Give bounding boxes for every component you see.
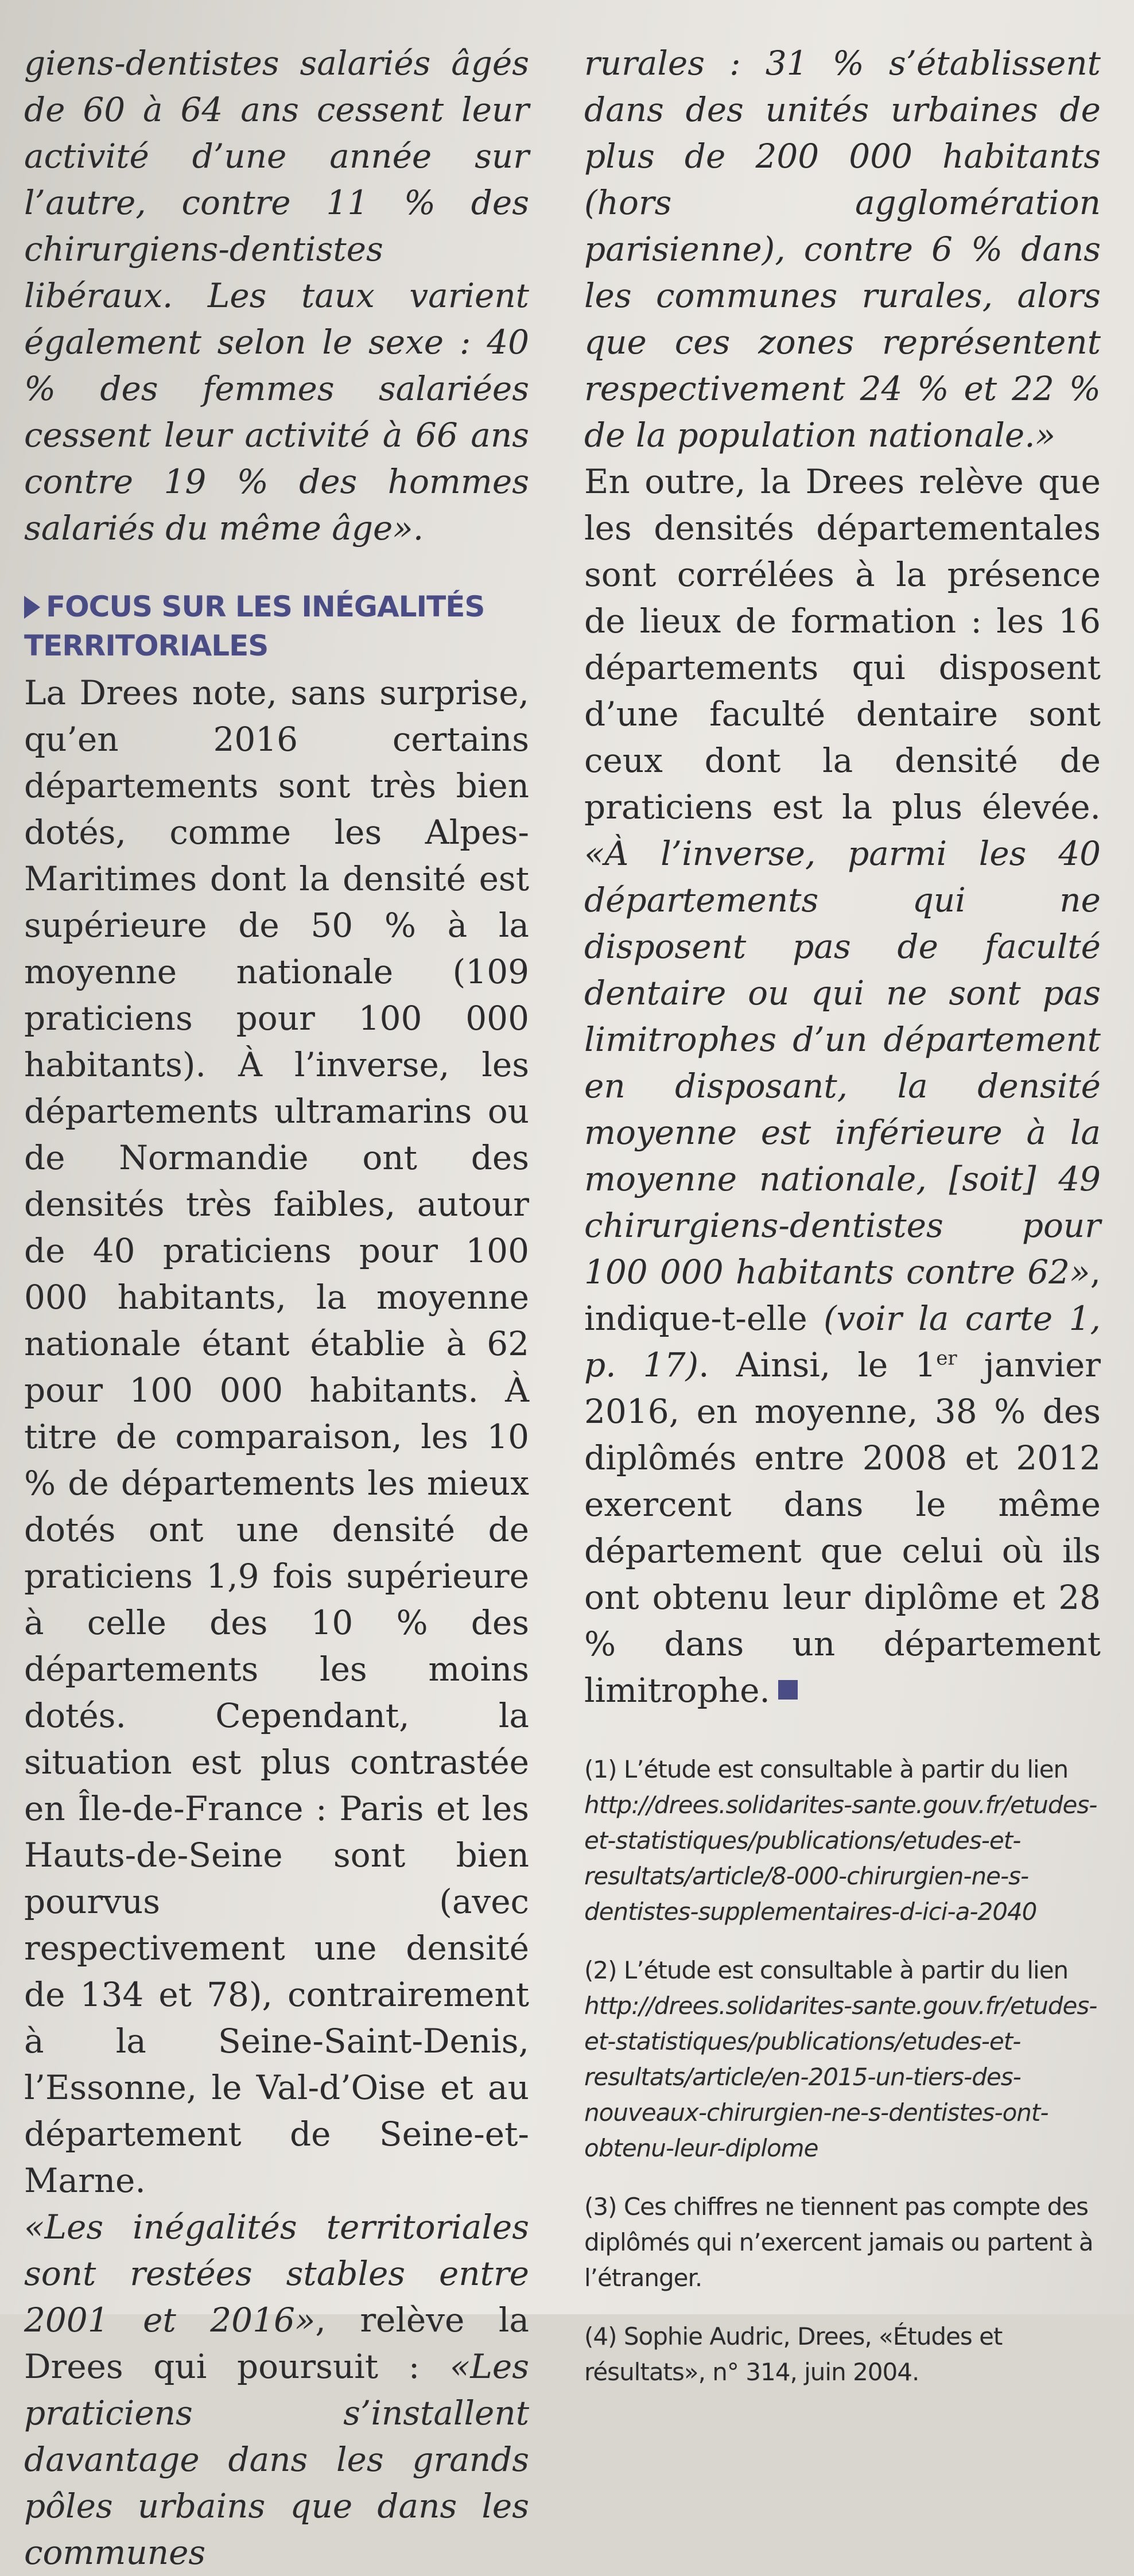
text-ainsi: . Ainsi, le 1	[698, 1345, 937, 1384]
triangle-bullet-icon	[24, 596, 40, 619]
footnotes	[584, 1752, 1101, 2390]
footnote-4-text: (4) Sophie Audric, Drees, «Études et résultats», n° 314, juin 2004.	[584, 2322, 1003, 2386]
footnote-3-text: (3) Ces chiffres ne tiennent pas compte des diplômés qui n’exercent jamais ou partent à l’étranger.	[584, 2193, 1093, 2292]
section-heading-text: FOCUS SUR LES INÉGALITÉS TERRITORIALES	[24, 590, 485, 662]
paragraph-quote-continuation: giens-dentistes salariés âgés de 60 à 64 ans cessent leur activité d’une année sur l’autre, contre 11 % des chirurgiens-dentistes libéraux. Les taux varient également selon le sexe : 40 % des femmes salariées cessent leur activité à 66 ans contre 19 % des hommes salariés du même âge».	[24, 44, 529, 548]
text-training-correlation: En outre, la Drees relève que les densités départementales sont corrélées à la présence de lieux de formation : les 16 départements qui disposent d’une faculté dentaire sont ceux dont la densité de praticiens est la plus élevée.	[584, 462, 1101, 827]
paragraph-training-locations	[584, 459, 1101, 1714]
superscript-er: er	[936, 1347, 957, 1370]
footnote-1	[584, 1752, 1101, 1930]
quote-practitioners-settle: «Les praticiens s’installent davantage dans les grands pôles urbains que dans les communes	[24, 2347, 529, 2572]
map-reference: (voir la carte 1, p. 17)	[584, 1299, 1101, 1384]
paragraph-inequalities	[24, 2204, 529, 2576]
footnote-2-link[interactable]: http://drees.solidarites-sante.gouv.fr/etudes-et-statistiques/publications/etudes-et-resultats/article/en-2015-un-tiers-des-nouveaux-chirurgien-ne-s-dentistes-ont-obtenu-leur-diplome	[584, 1992, 1097, 2162]
text-indique: , indique-t-elle	[584, 1252, 1101, 1338]
paragraph-territorial-densities: La Drees note, sans surprise, qu’en 2016 certains départements sont très bien dotés, comme les Alpes-Maritimes dont la densité est supérieure de 50 % à la moyenne nationale (109 praticiens pour 100 000 habitants). À l’inverse, les départements ultramarins ou de Normandie ont des densités très faibles, autour de 40 praticiens pour 100 000 habitants, la moyenne nationale étant établie à 62 pour 100 000 habitants. À titre de comparaison, les 10 % de départements les mieux dotés ont une densité de praticiens 1,9 fois supérieure à celle des 10 % des départements les moins dotés. Cependant, la situation est plus contrastée en Île-de-France : Paris et les Hauts-de-Seine sont bien pourvus (avec respectivement une densité de 134 et 78), contrairement à la Seine-Saint-Denis, l’Essonne, le Val-d’Oise et au département de Seine-et-Marne.	[24, 673, 529, 2200]
footnote-2-text: (2) L’étude est consultable à partir du lien	[584, 1956, 1069, 1984]
footnote-1-text: (1) L’étude est consultable à partir du lien	[584, 1755, 1069, 1783]
left-column	[24, 40, 529, 2576]
footnote-2	[584, 1953, 1101, 2166]
text-graduates-stay: janvier 2016, en moyenne, 38 % des diplômés entre 2008 et 2012 exercent dans le même département que celui où ils ont obtenu leur diplôme et 28 % dans un département limitrophe.	[584, 1345, 1101, 1710]
footnote-4	[584, 2319, 1101, 2390]
text-drees-continues: , relève la Drees qui poursuit :	[24, 2300, 529, 2386]
section-heading	[24, 587, 529, 665]
footnote-1-link[interactable]: http://drees.solidarites-sante.gouv.fr/etudes-et-statistiques/publications/etudes-et-resultats/article/8-000-chirurgien-ne-s-dentistes-supplementaires-d-ici-a-2040	[584, 1791, 1097, 1926]
footnote-3	[584, 2189, 1101, 2296]
quote-departments-without-faculty: «À l’inverse, parmi les 40 départements qui ne disposent pas de faculté dentaire ou qui ne sont pas limitrophes d’un département en disposant, la densité moyenne est inférieure à la moyenne nationale, [soit] 49 chirurgiens-dentistes pour 100 000 habitants contre 62»	[584, 834, 1101, 1291]
right-column	[584, 40, 1101, 2413]
quote-inequalities-stable: «Les inégalités territoriales sont restées stables entre 2001 et 2016»	[24, 2208, 529, 2340]
end-of-article-square-icon	[778, 1680, 798, 1700]
paragraph-rural-quote: rurales : 31 % s’établissent dans des unités urbaines de plus de 200 000 habitants (hors agglomération parisienne), contre 6 % dans les communes rurales, alors que ces zones représentent respectivement 24 % et 22 % de la population nationale.»	[584, 44, 1101, 455]
